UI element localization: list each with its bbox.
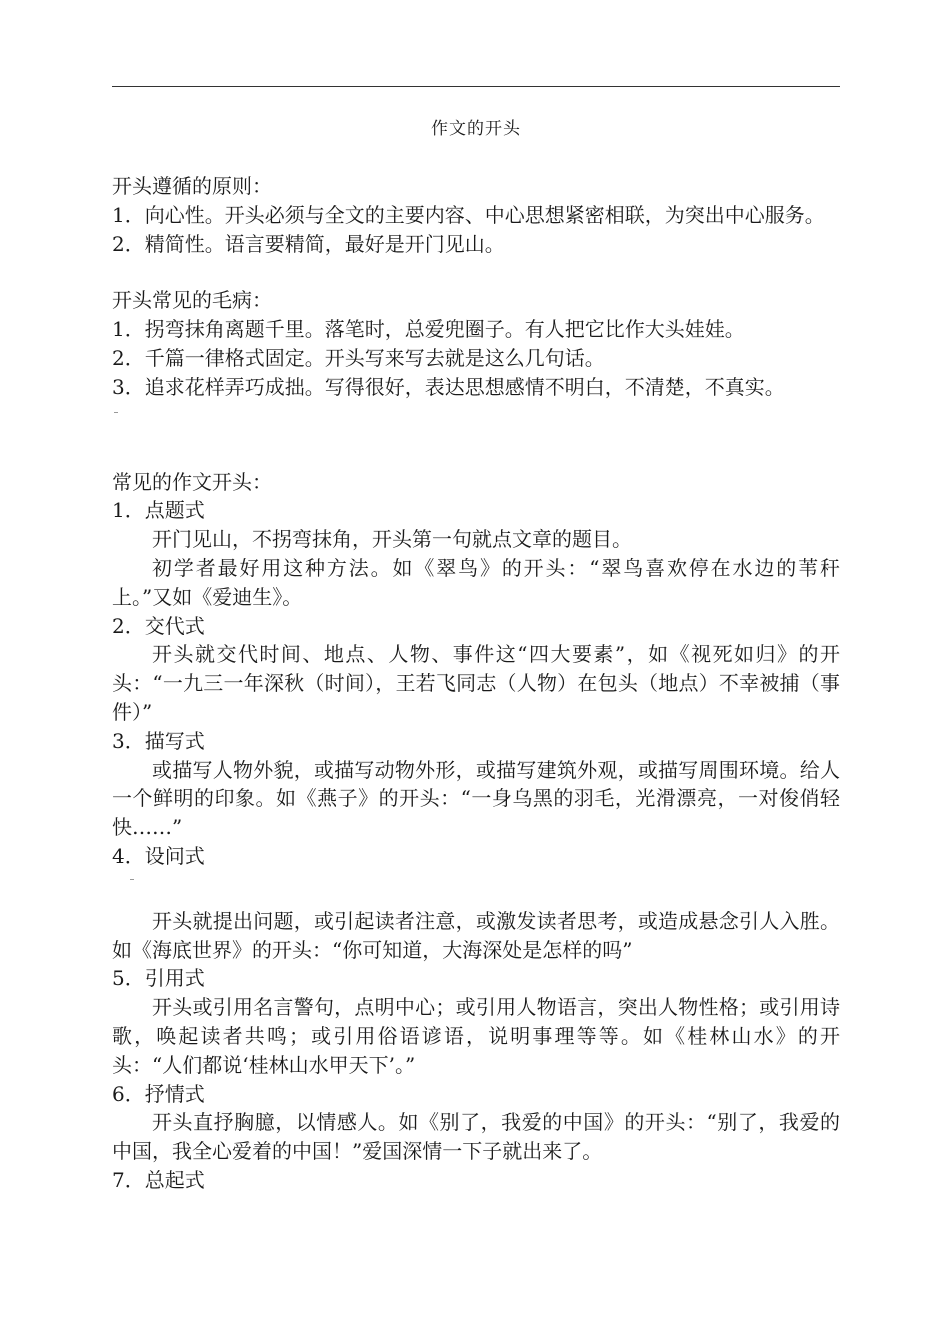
problem-item: 2．千篇一律格式固定。开头写来写去就是这么几句话。 [112,345,605,370]
type-name: 2．交代式 [112,613,205,638]
type-name: 7．总起式 [112,1167,205,1192]
type-paragraph: 开门见山，不拐弯抹角，开头第一句就点文章的题目。 [152,527,632,552]
type-paragraph: 开头直抒胸臆，以情感人。如《别了，我爱的中国》的开头：“别了，我爱的中国，我全心爱着的中国！”爱国深情一下子就出来了。 [112,1110,840,1164]
section-heading-principles: 开头遵循的原则： [112,174,272,198]
principle-item: 2．精简性。语言要精简，最好是开门见山。 [112,231,505,256]
stray-mark [114,412,118,413]
principle-item: 1．向心性。开头必须与全文的主要内容、中心思想紧密相联，为突出中心服务。 [112,202,825,227]
type-paragraph: 开头就提出问题，或引起读者注意，或激发读者思考，或造成悬念引人入胜。如《海底世界》的开头：“你可知道，大海深处是怎样的吗” [112,908,840,962]
type-name: 6．抒情式 [112,1081,205,1106]
spacer [112,258,840,286]
type-paragraph: 或描写人物外貌，或描写动物外形，或描写建筑外观，或描写周围环境。给人一个鲜明的印象。如《燕子》的开头：“一身乌黑的羽毛，光滑漂亮，一对俊俏轻快……” [112,757,840,840]
spacer [112,412,840,468]
page-title: 作文的开头 [431,119,521,139]
problem-item: 3．追求花样弄巧成拙。写得很好，表达思想感情不明白，不清楚，不真实。 [112,374,785,399]
spacer [112,879,840,907]
header-rule [112,86,840,87]
type-name: 4．设问式 [112,843,205,868]
problem-item: 1．拐弯抹角离题千里。落笔时，总爱兜圈子。有人把它比作大头娃娃。 [112,317,745,342]
type-paragraph: 开头或引用名言警句，点明中心；或引用人物语言，突出人物性格；或引用诗歌，唤起读者共鸣；或引用俗语谚语，说明事理等等。如《桂林山水》的开头：“人们都说‘桂林山水甲天下’。” [112,995,840,1077]
type-name: 5．引用式 [112,966,205,991]
type-paragraph: 初学者最好用这种方法。如《翠鸟》的开头：“翠鸟喜欢停在水边的苇秆上。”又如《爱迪生》。 [112,555,840,609]
document-body [112,172,840,1195]
type-name: 1．点题式 [112,498,205,523]
stray-mark [130,879,134,880]
section-heading-problems: 开头常见的毛病： [112,288,272,313]
section-heading-types: 常见的作文开头： [112,469,272,494]
type-name: 3．描写式 [112,728,205,753]
type-paragraph: 开头就交代时间、地点、人物、事件这“四大要素”，如《视死如归》的开头：“一九三一年深秋（时间），王若飞同志（人物）在包头（地点）不幸被捕（事件）” [112,642,840,724]
